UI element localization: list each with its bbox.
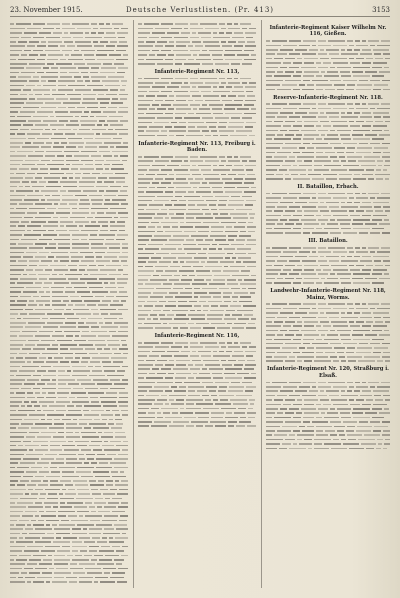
text-block [266,39,390,92]
illegible-text-line [266,281,390,285]
header-title: Deutsche Verlustlisten. (Pr. 413) [125,6,275,14]
section-heading: Infanterie-Regiment Nr. 116, [154,333,240,340]
text-block [266,380,390,450]
column-divider [133,20,134,588]
text-block [138,76,256,137]
header-page-number: 3153 [372,6,390,14]
section-heading: III. Bataillon. [308,238,348,245]
illegible-text-line [266,231,390,235]
column-left [10,22,128,588]
header-date: 23. November 1915. [10,6,83,14]
text-block [266,246,390,286]
text-block [266,302,390,363]
column-divider [261,20,262,588]
column-right [266,22,390,588]
illegible-text-line [138,62,256,66]
text-block [138,22,256,66]
illegible-text-line [10,580,128,584]
section-heading: Infanterie-Regiment Nr. 113, Freiburg i. Baden. [138,140,256,154]
section-heading: Reserve-Infanterie-Regiment Nr. 118. [273,94,383,101]
column-middle [138,22,256,588]
section-heading: Infanterie-Regiment Nr. 113, [154,68,240,75]
page-header [10,4,390,17]
text-block [266,191,390,235]
text-block [138,155,256,331]
text-block [266,102,390,181]
section-heading: Infanterie-Regiment Nr. 120, Straßburg i. Elsaß. [267,366,389,379]
section-heading: Infanterie-Regiment Kaiser Wilhelm Nr. 116, Gießen. [269,25,387,38]
illegible-text-line [138,133,256,137]
illegible-text-line [266,359,390,363]
section-heading: II. Bataillon, Erbach. [297,183,359,190]
illegible-text-line [266,87,390,91]
illegible-text-line [138,326,256,330]
illegible-text-line [266,446,390,450]
illegible-text-line [266,177,390,181]
text-block [138,341,256,429]
illegible-text-line [138,424,256,428]
section-heading: Landwehr-Infanterie-Regiment Nr. 118, Mainz, Worms. [270,288,386,301]
